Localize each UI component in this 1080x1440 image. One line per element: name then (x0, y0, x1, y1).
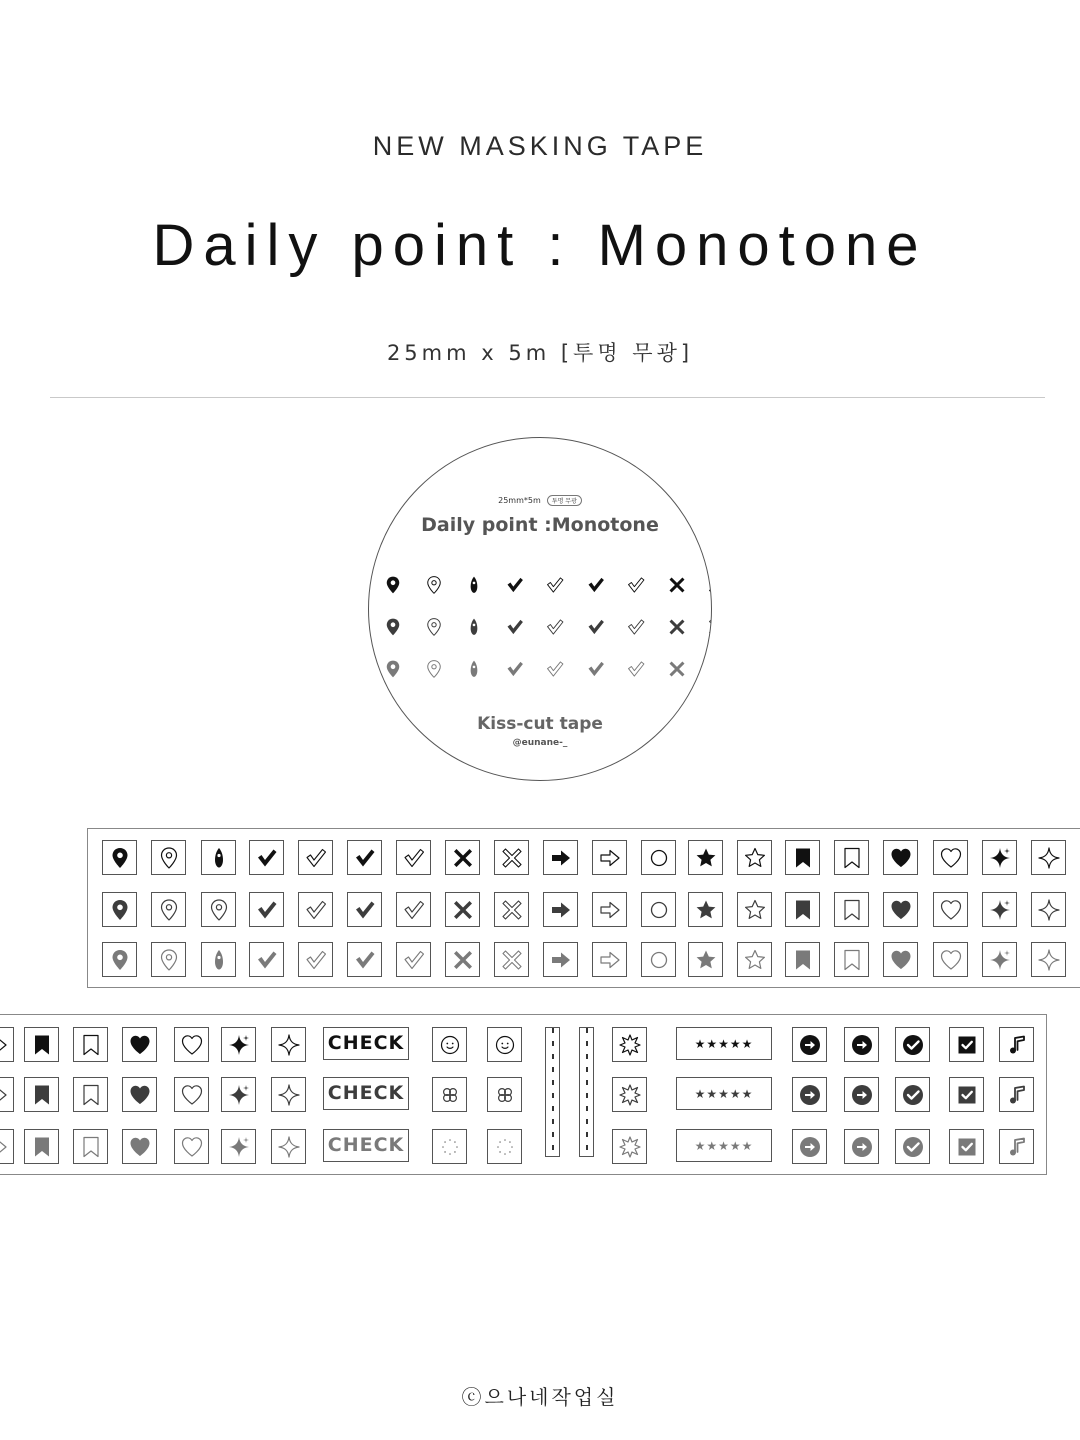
drop-pin-icon (201, 840, 236, 875)
arrow-filled-icon (543, 840, 578, 875)
pin-filled-icon (102, 892, 137, 927)
roll-icon-grid (373, 566, 712, 692)
x-filled-icon (657, 617, 698, 641)
roll-meta (369, 495, 711, 506)
bookmark-filled-icon (24, 1027, 59, 1062)
check-filled-icon (495, 575, 536, 599)
pin-outline-icon (151, 942, 186, 977)
drop-pin-icon (454, 659, 495, 683)
music-note-icon (999, 1077, 1034, 1112)
check-outline-icon (298, 892, 333, 927)
sparkle-filled-icon (221, 1129, 256, 1164)
pin-outline-icon (414, 575, 455, 599)
star-outline-icon (737, 892, 772, 927)
check-filled-icon (249, 840, 284, 875)
rating-stars: ★★★★★ (676, 1077, 772, 1110)
circle-check-icon (895, 1129, 930, 1164)
check-outline-icon (298, 840, 333, 875)
check-outline-icon (616, 617, 657, 641)
arrow-outline-icon (592, 840, 627, 875)
roll-foot-label: Kiss-cut tape (477, 714, 603, 734)
check-filled-icon (495, 617, 536, 641)
pin-outline-icon (201, 892, 236, 927)
bookmark-outline-icon (73, 1027, 108, 1062)
check-outline-icon (616, 575, 657, 599)
x-outline-icon (697, 659, 712, 683)
pin-filled-icon (102, 942, 137, 977)
x-outline-icon (494, 840, 529, 875)
sparkle-filled-icon (221, 1077, 256, 1112)
product-spec: 25mm x 5m [투명 무광] (386, 341, 694, 365)
star-filled-icon (688, 892, 723, 927)
bookmark-filled-icon (785, 942, 820, 977)
heart-outline-icon (174, 1027, 209, 1062)
check-filled-icon (495, 659, 536, 683)
music-note-icon (999, 1129, 1034, 1164)
check-outline-icon (535, 575, 576, 599)
check-filled-icon (347, 942, 382, 977)
bookmark-filled-icon (24, 1077, 59, 1112)
check-label: CHECK (323, 1129, 409, 1162)
bookmark-filled-icon (24, 1129, 59, 1164)
roll-finish-label: 투명 무광 (547, 495, 582, 506)
sparkle-filled-icon (221, 1027, 256, 1062)
star-outline-icon (737, 942, 772, 977)
drop-pin-icon (201, 942, 236, 977)
check-outline-icon (396, 840, 431, 875)
circle-arrow-icon (792, 1027, 827, 1062)
check-filled-icon (576, 659, 617, 683)
music-note-icon (999, 1027, 1034, 1062)
flower-icon (432, 1077, 467, 1112)
flower-icon (487, 1077, 522, 1112)
circle-arrow-icon (844, 1077, 879, 1112)
pin-filled-icon (373, 575, 414, 599)
burst-icon (612, 1027, 647, 1062)
pin-filled-icon (373, 617, 414, 641)
heart-outline-icon (933, 892, 968, 927)
x-filled-icon (445, 942, 480, 977)
check-label: CHECK (323, 1077, 409, 1110)
circle-icon (641, 942, 676, 977)
heart-filled-icon (883, 840, 918, 875)
x-filled-icon (445, 892, 480, 927)
circle-check-icon (895, 1027, 930, 1062)
check-outline-icon (396, 942, 431, 977)
heart-filled-icon (883, 942, 918, 977)
check-filled-icon (576, 575, 617, 599)
roll-title: Daily point :Monotone (421, 514, 659, 536)
check-outline-icon (616, 659, 657, 683)
check-filled-icon (249, 942, 284, 977)
x-filled-icon (657, 575, 698, 599)
dashed-line-icon (545, 1027, 560, 1157)
arrow-outline-icon (592, 892, 627, 927)
x-filled-icon (445, 840, 480, 875)
check-filled-icon (347, 840, 382, 875)
pin-filled-icon (102, 840, 137, 875)
sparkle-filled-icon (982, 942, 1017, 977)
x-outline-icon (697, 575, 712, 599)
roll-icon-row (373, 566, 712, 608)
bookmark-outline-icon (834, 840, 869, 875)
heart-outline-icon (933, 942, 968, 977)
sparkle-outline-icon (1031, 942, 1066, 977)
pin-outline-icon (151, 840, 186, 875)
bookmark-outline-icon (73, 1077, 108, 1112)
pin-outline-icon (414, 617, 455, 641)
smiley-icon (432, 1027, 467, 1062)
sparkle-outline-icon (1031, 840, 1066, 875)
arrow-filled-icon (543, 942, 578, 977)
star-filled-icon (688, 840, 723, 875)
sparkle-filled-icon (982, 892, 1017, 927)
square-check-icon (949, 1129, 984, 1164)
heart-outline-icon (174, 1077, 209, 1112)
circle-arrow-icon (792, 1077, 827, 1112)
pin-outline-icon (414, 659, 455, 683)
sparkle-outline-icon (1031, 892, 1066, 927)
check-outline-icon (298, 942, 333, 977)
bookmark-outline-icon (73, 1129, 108, 1164)
dots-icon (487, 1129, 522, 1164)
roll-handle: @eunane-_ (512, 738, 568, 748)
check-filled-icon (249, 892, 284, 927)
arrow-outline-icon (0, 1027, 14, 1062)
copyright-footer: ⓒ으나네작업실 (461, 1385, 619, 1409)
bookmark-outline-icon (834, 892, 869, 927)
heart-filled-icon (122, 1129, 157, 1164)
square-check-icon (949, 1027, 984, 1062)
roll-size-label: 25mm*5m (498, 496, 541, 505)
check-filled-icon (576, 617, 617, 641)
page-title: Daily point : Monotone (152, 213, 928, 278)
divider (50, 397, 1045, 398)
check-outline-icon (535, 617, 576, 641)
pin-filled-icon (373, 659, 414, 683)
sparkle-filled-icon (982, 840, 1017, 875)
roll-icon-row (373, 608, 712, 650)
star-filled-icon (688, 942, 723, 977)
x-outline-icon (697, 617, 712, 641)
circle-check-icon (895, 1077, 930, 1112)
heart-filled-icon (122, 1027, 157, 1062)
dots-icon (432, 1129, 467, 1164)
heart-outline-icon (174, 1129, 209, 1164)
pin-outline-icon (151, 892, 186, 927)
arrow-outline-icon (592, 942, 627, 977)
heart-filled-icon (883, 892, 918, 927)
tape-roll (368, 437, 712, 781)
circle-arrow-icon (844, 1027, 879, 1062)
tape-strip-2 (0, 1014, 1047, 1175)
drop-pin-icon (454, 575, 495, 599)
x-outline-icon (494, 942, 529, 977)
square-check-icon (949, 1077, 984, 1112)
circle-arrow-icon (792, 1129, 827, 1164)
overline: NEW MASKING TAPE (372, 131, 708, 161)
circle-icon (641, 840, 676, 875)
drop-pin-icon (454, 617, 495, 641)
arrow-outline-icon (0, 1077, 14, 1112)
arrow-filled-icon (543, 892, 578, 927)
heart-outline-icon (933, 840, 968, 875)
check-outline-icon (396, 892, 431, 927)
tape-strip-1 (87, 828, 1080, 988)
bookmark-filled-icon (785, 840, 820, 875)
roll-icon-row (373, 650, 712, 692)
rating-stars: ★★★★★ (676, 1027, 772, 1060)
sparkle-outline-icon (271, 1129, 306, 1164)
dashed-line-icon (579, 1027, 594, 1157)
bookmark-filled-icon (785, 892, 820, 927)
rating-stars: ★★★★★ (676, 1129, 772, 1162)
burst-icon (612, 1129, 647, 1164)
bookmark-outline-icon (834, 942, 869, 977)
heart-filled-icon (122, 1077, 157, 1112)
burst-icon (612, 1077, 647, 1112)
star-outline-icon (737, 840, 772, 875)
x-filled-icon (657, 659, 698, 683)
sparkle-outline-icon (271, 1077, 306, 1112)
check-outline-icon (535, 659, 576, 683)
circle-icon (641, 892, 676, 927)
circle-arrow-icon (844, 1129, 879, 1164)
smiley-icon (487, 1027, 522, 1062)
arrow-outline-icon (0, 1129, 14, 1164)
x-outline-icon (494, 892, 529, 927)
check-filled-icon (347, 892, 382, 927)
sparkle-outline-icon (271, 1027, 306, 1062)
check-label: CHECK (323, 1027, 409, 1060)
